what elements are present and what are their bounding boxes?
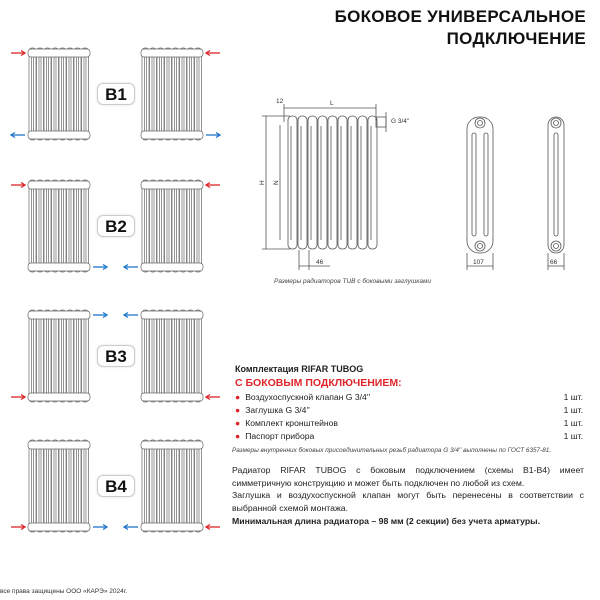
drawing-caption: Размеры радиаторов TUB с боковыми заглушками	[274, 278, 432, 285]
scheme-label: B3	[97, 345, 135, 367]
kit-item: ● Паспорт прибора 1 шт.	[235, 431, 583, 441]
supply-arrow-icon	[206, 395, 220, 400]
supply-arrow-icon	[206, 525, 220, 530]
dim-12: 12	[276, 98, 284, 105]
dim-46: 46	[316, 259, 324, 266]
return-arrow-icon	[124, 265, 138, 270]
return-arrow-icon	[124, 313, 138, 318]
scheme-label: B1	[97, 83, 135, 105]
dim-length: L	[330, 100, 334, 107]
kit-heading: Комплектация RIFAR TUBOG	[235, 364, 364, 374]
dim-height: H	[259, 180, 266, 185]
kit-item: ● Комплект кронштейнов 1 шт.	[235, 418, 583, 428]
supply-arrow-icon	[11, 525, 25, 530]
supply-arrow-icon	[206, 183, 220, 188]
return-arrow-icon	[11, 133, 25, 138]
kit-subheading: С БОКОВЫМ ПОДКЛЮЧЕНИЕМ:	[235, 377, 402, 389]
page-title: БОКОВОЕ УНИВЕРСАЛЬНОЕ ПОДКЛЮЧЕНИЕ	[334, 7, 586, 48]
supply-arrow-icon	[11, 183, 25, 188]
kit-item: ● Заглушка G 3/4'' 1 шт.	[235, 405, 583, 415]
dim-107: 107	[473, 259, 484, 266]
dim-66: 66	[550, 259, 558, 266]
radiator	[28, 440, 90, 532]
radiator	[141, 440, 203, 532]
return-arrow-icon	[93, 313, 107, 318]
thread-note: Размеры внутренних боковых присоединительных резьб радиатора G 3/4'' выполнены по ГОСТ 6357-81.	[232, 447, 552, 454]
description: Радиатор RIFAR TUBOG с боковым подключением (схемы B1-B4) имеет симметричную конструкцию и может быть подключен по любой из схем. Заглушка и воздухоспускной клапан могут быть перенесены в соответствии с выбранной схемой монтажа. Минимальная длина радиатора – 98 мм (2 секции) без учета арматуры.	[232, 465, 584, 526]
supply-arrow-icon	[11, 51, 25, 56]
copyright: все права защищены ООО «КАРЭ» 2024г.	[0, 588, 128, 595]
radiator	[28, 180, 90, 272]
scheme-label: B2	[97, 215, 135, 237]
return-arrow-icon	[93, 525, 107, 530]
technical-drawing	[250, 90, 600, 280]
return-arrow-icon	[93, 265, 107, 270]
kit-item: ● Воздухоспускной клапан G 3/4'' 1 шт.	[235, 392, 583, 402]
return-arrow-icon	[206, 133, 220, 138]
return-arrow-icon	[124, 525, 138, 530]
radiator	[28, 48, 90, 140]
radiator	[141, 180, 203, 272]
radiator	[141, 310, 203, 402]
radiator	[28, 310, 90, 402]
scheme-label: B4	[97, 475, 135, 497]
radiator	[141, 48, 203, 140]
thread-label: G 3/4''	[391, 118, 410, 125]
supply-arrow-icon	[206, 51, 220, 56]
supply-arrow-icon	[11, 395, 25, 400]
dim-axis: N	[273, 180, 280, 185]
